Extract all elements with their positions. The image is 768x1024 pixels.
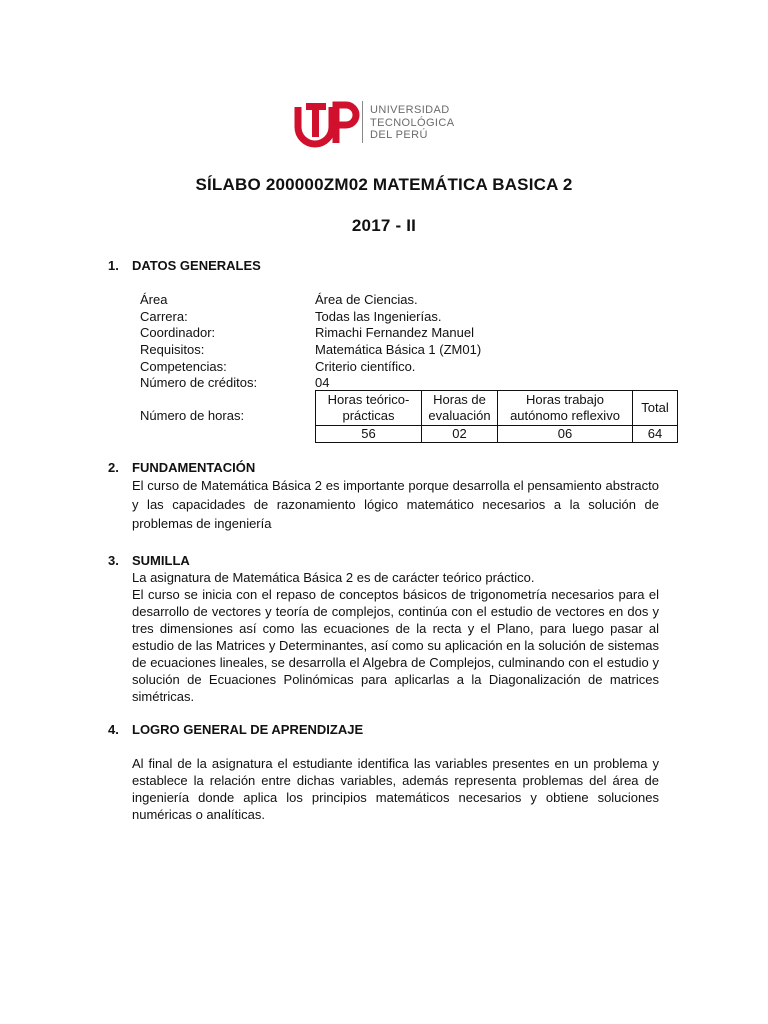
sumilla-line-1: La asignatura de Matemática Básica 2 es de carácter teórico práctico.	[132, 570, 535, 585]
hours-header-total: Total	[633, 391, 678, 426]
hours-header-teorico: Horas teórico-prácticas	[316, 391, 422, 426]
logo-divider	[362, 101, 363, 143]
university-name	[370, 104, 454, 142]
university-line-2: TECNOLÓGICA	[370, 116, 455, 129]
field-label-creditos: Número de créditos:	[140, 375, 258, 390]
university-line-1: UNIVERSIDAD	[370, 104, 450, 116]
field-value-requisitos: Matemática Básica 1 (ZM01)	[315, 342, 482, 357]
field-label-area: Área	[140, 292, 168, 307]
field-label-competencias: Competencias:	[140, 359, 227, 374]
hours-value-evaluacion: 02	[422, 426, 498, 443]
section-1-title: DATOS GENERALES	[132, 258, 261, 273]
hours-value-autonomo: 06	[498, 426, 633, 443]
section-2-title: FUNDAMENTACIÓN	[132, 460, 256, 475]
hours-value-total: 64	[633, 426, 678, 443]
hours-header-autonomo: Horas trabajo autónomo reflexivo	[498, 391, 633, 426]
hours-value-teorico: 56	[316, 426, 422, 443]
university-line-3: DEL PERÚ	[370, 129, 428, 141]
field-label-requisitos: Requisitos:	[140, 342, 205, 357]
section-2-number: 2.	[108, 460, 119, 475]
document-period: 2017 - II	[351, 216, 417, 235]
field-label-coordinador: Coordinador:	[140, 325, 216, 340]
field-value-carrera: Todas las Ingenierías.	[315, 309, 442, 324]
section-1-number: 1.	[108, 258, 119, 273]
hours-table	[315, 390, 678, 443]
section-4-number: 4.	[108, 722, 119, 737]
document-title: SÍLABO 200000ZM02 MATEMÁTICA BASICA 2	[195, 175, 573, 194]
fundamentacion-text: El curso de Matemática Básica 2 es importante porque desarrolla el pensamiento abstracto y las capacidades de razonamiento lógico matemático necesarios a la solución de problemas de ingeniería	[132, 478, 659, 531]
logo-p-shape	[336, 105, 356, 143]
field-label-carrera: Carrera:	[140, 309, 188, 324]
section-3-title: SUMILLA	[132, 553, 190, 568]
logro-text: Al final de la asignatura el estudiante identifica las variables presentes en un problema y establece la relación entre dichas variables, además representa problemas del área de ingeniería donde aplica los principios matemáticos necesarios y obtiene soluciones numéricas o analíticas.	[132, 756, 659, 822]
field-label-horas: Número de horas:	[140, 408, 245, 423]
section-2-heading	[108, 460, 255, 475]
section-3-heading	[108, 553, 190, 568]
field-value-area: Área de Ciencias.	[315, 292, 418, 307]
hours-header-evaluacion: Horas de evaluación	[422, 391, 498, 426]
field-value-coordinador: Rimachi Fernandez Manuel	[315, 325, 474, 340]
section-3-number: 3.	[108, 553, 119, 568]
hours-table-header-row	[316, 391, 678, 426]
logo-t-stem	[312, 103, 319, 137]
field-value-competencias: Criterio científico.	[315, 359, 416, 374]
section-4-heading	[108, 722, 363, 737]
hours-table-value-row	[316, 426, 678, 443]
field-value-creditos: 04	[315, 375, 330, 390]
sumilla-text: El curso se inicia con el repaso de conceptos básicos de trigonometría necesarios para el desarrollo de vectores y teoría de complejos, continúa con el estudio de vectores en dos y tres dimensiones así como las ecuaciones de la recta y el Plano, para luego pasar al estudio de las Matrices y Determinantes, así como su aplicación en la solución de sistemas de ecuaciones lineales, se desarrolla el Algebra de Complejos, culminando con el estudio y solución de Ecuaciones Polinómicas para aplicarlas a la Diagonalización de matrices simétricas.	[132, 587, 659, 704]
section-4-title: LOGRO GENERAL DE APRENDIZAJE	[132, 722, 364, 737]
sumilla-block	[132, 569, 659, 705]
section-1-heading	[108, 258, 261, 273]
